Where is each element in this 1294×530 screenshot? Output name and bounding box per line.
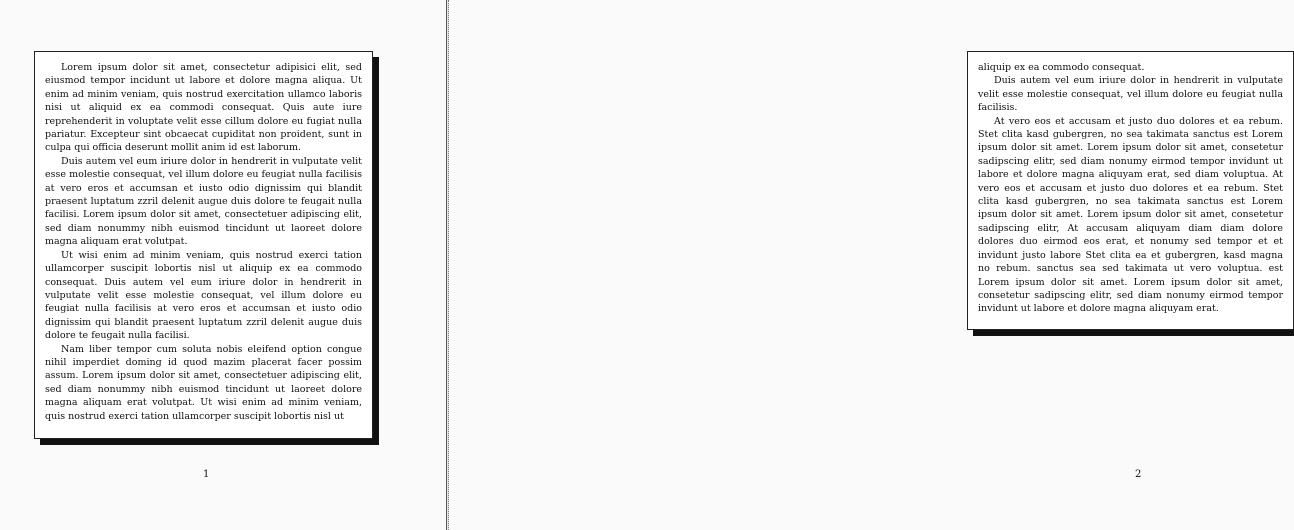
paragraph: At vero eos et accusam et justo duo dolores et ea rebum. Stet clita kasd gubergren, no sea takimata sanctus est Lorem ipsum dolor sit amet. Lorem ipsum dolor sit amet, consetetur sadipscing elitr, sed diam nonumy eirmod tempor invidunt ut labore et dolore magna aliquyam erat, sed diam voluptua. At vero eos et accusam et justo duo dolores et ea rebum. Stet clita kasd gubergren, no sea takimata sanctus est Lorem ipsum dolor sit amet. Lorem ipsum dolor sit amet, consetetur sadipscing elitr, At accusam aliquyam diam diam dolore dolores duo eirmod eos erat, et nonumy sed tempor et et invidunt justo labore Stet clita ea et gubergren, kasd magna no rebum. sanctus sea sed takimata ut vero voluptua. est Lorem ipsum dolor sit amet. Lorem ipsum dolor sit amet, consetetur sadipscing elitr, sed diam nonumy eirmod tempor invidunt ut labore et dolore magna aliquyam erat.: [978, 115, 1283, 315]
paragraph: Duis autem vel eum iriure dolor in hendrerit in vulputate velit esse molestie consequat, vel illum dolore eu feugiat nulla facilisis at vero eros et accumsan et iusto odio dignissim qui blandit praesent luptatum zzril delenit augue duis dolore te feugait nulla facilisi. Lorem ipsum dolor sit amet, consectetuer adipiscing elit, sed diam nonummy nibh euismod tincidunt ut laoreet dolore magna aliquam erat volutpat.: [45, 155, 362, 248]
paragraph: Lorem ipsum dolor sit amet, consectetur adipisici elit, sed eiusmod tempor incidunt ut labore et dolore magna aliqua. Ut enim ad minim veniam, quis nostrud exercitation ullamco laboris nisi ut aliquid ex ea commodi consequat. Quis aute iure reprehenderit in voluptate velit esse cillum dolore eu fugiat nulla pariatur. Excepteur sint obcaecat cupiditat non proident, sunt in culpa qui officia deserunt mollit anim id est laborum.: [45, 62, 362, 154]
page-number: 1: [203, 469, 210, 480]
page-1: [0, 0, 446, 530]
text-block: [967, 51, 1294, 330]
paragraph: Duis autem vel eum iriure dolor in hendrerit in vulputate velit esse molestie consequat, vel illum dolore eu feugiat nulla facilisis.: [978, 75, 1283, 114]
page-number: 2: [1135, 469, 1142, 480]
page-2: [449, 0, 1283, 530]
paragraph: aliquip ex ea commodo consequat.: [978, 62, 1145, 73]
paragraph: Nam liber tempor cum soluta nobis eleifend option congue nihil imperdiet doming id quod mazim placerat facer possim assum. Lorem ipsum dolor sit amet, consectetuer adipiscing elit, sed diam nonummy nibh euismod tincidunt ut laoreet dolore magna aliquam erat volutpat. Ut wisi enim ad minim veniam, quis nostrud exerci tation ullamcorper suscipit lobortis nisl ut: [45, 343, 362, 422]
text-block: [34, 51, 373, 439]
paragraph: Ut wisi enim ad minim veniam, quis nostrud exerci tation ullamcorper suscipit lobortis nisl ut aliquip ex ea commodo consequat. Duis autem vel eum iriure dolor in hendrerit in vulputate velit esse molestie consequat, vel illum dolore eu feugiat nulla facilisis at vero eros et accumsan et iusto odio dignissim qui blandit praesent luptatum zzril delenit augue duis dolore te feugait nulla facilisi.: [45, 249, 362, 342]
